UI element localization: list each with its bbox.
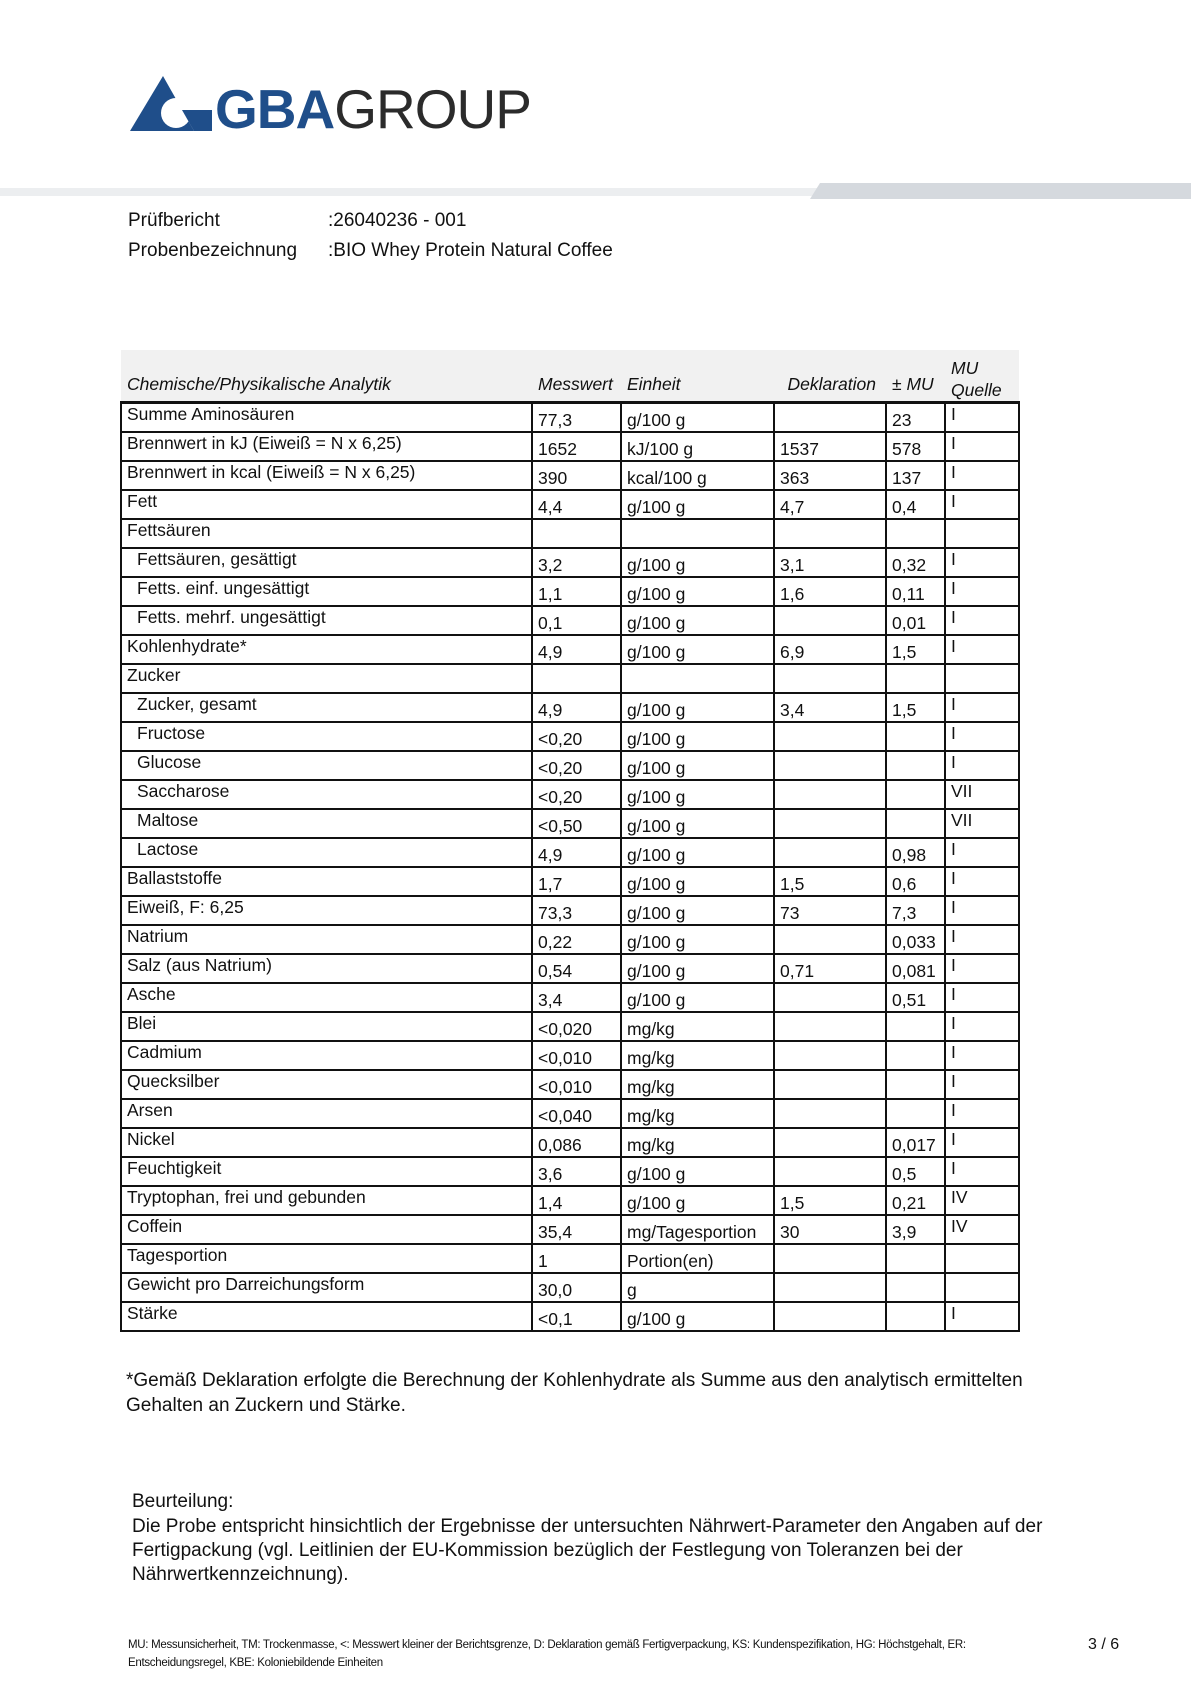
cell-parameter: Zucker — [121, 664, 532, 693]
logo-text-bold: GBA — [215, 78, 335, 140]
cell-measured-value: 0,22 — [532, 925, 621, 954]
cell-mu-source — [945, 664, 1019, 693]
cell-declaration — [774, 983, 886, 1012]
cell-mu-source — [945, 519, 1019, 548]
cell-parameter: Feuchtigkeit — [121, 1157, 532, 1186]
cell-mu — [886, 664, 945, 693]
header-mu-source-line1: MU — [951, 358, 979, 378]
company-logo-text — [215, 78, 531, 140]
cell-unit: g/100 g — [621, 896, 774, 925]
cell-parameter: Summe Aminosäuren — [121, 403, 532, 433]
table-row — [121, 1215, 1019, 1244]
cell-mu: 0,21 — [886, 1186, 945, 1215]
cell-mu-source: I — [945, 838, 1019, 867]
cell-mu: 7,3 — [886, 896, 945, 925]
table-row — [121, 722, 1019, 751]
cell-unit: g/100 g — [621, 954, 774, 983]
cell-parameter: Fetts. mehrf. ungesättigt — [121, 606, 532, 635]
cell-unit: g/100 g — [621, 490, 774, 519]
cell-declaration — [774, 1157, 886, 1186]
cell-measured-value: <0,20 — [532, 751, 621, 780]
cell-mu — [886, 1273, 945, 1302]
table-row — [121, 1099, 1019, 1128]
header-unit: Einheit — [621, 350, 774, 403]
cell-mu-source: I — [945, 693, 1019, 722]
cell-parameter: Brennwert in kJ (Eiweiß = N x 6,25) — [121, 432, 532, 461]
cell-parameter: Stärke — [121, 1302, 532, 1331]
cell-measured-value: <0,50 — [532, 809, 621, 838]
cell-declaration — [774, 1244, 886, 1273]
cell-mu-source: I — [945, 635, 1019, 664]
cell-declaration — [774, 1099, 886, 1128]
cell-parameter: Tryptophan, frei und gebunden — [121, 1186, 532, 1215]
table-row — [121, 548, 1019, 577]
cell-unit: mg/kg — [621, 1128, 774, 1157]
header-mu: ± MU — [886, 350, 945, 403]
cell-parameter: Tagesportion — [121, 1244, 532, 1273]
table-row — [121, 490, 1019, 519]
cell-mu-source: VII — [945, 809, 1019, 838]
table-row — [121, 1012, 1019, 1041]
cell-measured-value: 35,4 — [532, 1215, 621, 1244]
table-row — [121, 1186, 1019, 1215]
cell-unit: mg/Tagesportion — [621, 1215, 774, 1244]
cell-mu: 3,9 — [886, 1215, 945, 1244]
cell-mu — [886, 1302, 945, 1331]
cell-unit: g/100 g — [621, 577, 774, 606]
cell-mu-source: I — [945, 432, 1019, 461]
table-row — [121, 693, 1019, 722]
carbohydrate-footnote: *Gemäß Deklaration erfolgte die Berechnung der Kohlenhydrate als Summe aus den analytisch ermittelten Gehalten an Zuckern und Stärke. — [126, 1370, 1023, 1416]
table-row — [121, 635, 1019, 664]
cell-measured-value: 4,4 — [532, 490, 621, 519]
cell-mu-source: I — [945, 403, 1019, 433]
cell-mu-source — [945, 1273, 1019, 1302]
cell-declaration: 73 — [774, 896, 886, 925]
cell-measured-value: 3,4 — [532, 983, 621, 1012]
cell-mu: 0,6 — [886, 867, 945, 896]
cell-mu-source: I — [945, 461, 1019, 490]
logo-text-regular: GROUP — [334, 78, 531, 140]
cell-mu-source: I — [945, 606, 1019, 635]
cell-measured-value: 3,6 — [532, 1157, 621, 1186]
cell-mu — [886, 809, 945, 838]
header-mu-source — [945, 350, 1019, 403]
cell-unit: mg/kg — [621, 1041, 774, 1070]
cell-mu: 0,01 — [886, 606, 945, 635]
cell-unit — [621, 664, 774, 693]
page-number: 3 / 6 — [1088, 1636, 1120, 1653]
cell-unit: mg/kg — [621, 1099, 774, 1128]
cell-mu: 0,081 — [886, 954, 945, 983]
cell-unit: g/100 g — [621, 403, 774, 433]
cell-parameter: Gewicht pro Darreichungsform — [121, 1273, 532, 1302]
header-declaration: Deklaration — [774, 350, 886, 403]
cell-mu — [886, 751, 945, 780]
cell-measured-value: 4,9 — [532, 838, 621, 867]
cell-declaration — [774, 925, 886, 954]
cell-declaration: 1,5 — [774, 867, 886, 896]
cell-declaration — [774, 519, 886, 548]
cell-mu-source: I — [945, 548, 1019, 577]
cell-parameter: Nickel — [121, 1128, 532, 1157]
assessment-title: Beurteilung: — [132, 1491, 234, 1512]
analysis-results-table — [120, 350, 1020, 1332]
cell-measured-value: <0,010 — [532, 1041, 621, 1070]
cell-measured-value: 4,9 — [532, 635, 621, 664]
header-mu-source-line2: Quelle — [951, 380, 1002, 400]
cell-mu: 0,11 — [886, 577, 945, 606]
cell-mu-source — [945, 1244, 1019, 1273]
cell-measured-value: 1,1 — [532, 577, 621, 606]
cell-mu-source: I — [945, 1041, 1019, 1070]
cell-mu: 0,033 — [886, 925, 945, 954]
table-row — [121, 519, 1019, 548]
cell-unit: g/100 g — [621, 838, 774, 867]
cell-unit: g/100 g — [621, 925, 774, 954]
cell-measured-value: 73,3 — [532, 896, 621, 925]
cell-mu — [886, 1244, 945, 1273]
cell-mu: 0,4 — [886, 490, 945, 519]
cell-declaration: 363 — [774, 461, 886, 490]
abbreviation-legend: MU: Messunsicherheit, TM: Trockenmasse, <: Messwert kleiner der Berichtsgrenze, D: Deklaration gemäß Fertigverpackung, KS: Kundenspezifikation, HG: Höchstgehalt, ER: Entscheidungsregel, KBE: Koloniebildende Einheiten — [128, 1639, 966, 1669]
cell-parameter: Salz (aus Natrium) — [121, 954, 532, 983]
cell-unit: g/100 g — [621, 635, 774, 664]
cell-mu: 137 — [886, 461, 945, 490]
table-row — [121, 403, 1019, 433]
cell-parameter: Fettsäuren, gesättigt — [121, 548, 532, 577]
cell-declaration — [774, 722, 886, 751]
cell-mu-source: I — [945, 722, 1019, 751]
cell-mu: 0,017 — [886, 1128, 945, 1157]
table-row — [121, 925, 1019, 954]
cell-unit: g/100 g — [621, 780, 774, 809]
cell-measured-value: 1652 — [532, 432, 621, 461]
table-row — [121, 461, 1019, 490]
cell-mu — [886, 1041, 945, 1070]
cell-unit: g/100 g — [621, 548, 774, 577]
cell-measured-value: 30,0 — [532, 1273, 621, 1302]
cell-parameter: Maltose — [121, 809, 532, 838]
cell-parameter: Blei — [121, 1012, 532, 1041]
cell-mu-source: I — [945, 983, 1019, 1012]
cell-declaration — [774, 1302, 886, 1331]
cell-declaration — [774, 1041, 886, 1070]
cell-unit: g/100 g — [621, 693, 774, 722]
table-row — [121, 432, 1019, 461]
cell-declaration — [774, 809, 886, 838]
table-row — [121, 983, 1019, 1012]
cell-declaration — [774, 1128, 886, 1157]
cell-mu-source: I — [945, 1157, 1019, 1186]
table-row — [121, 1157, 1019, 1186]
table-row — [121, 838, 1019, 867]
cell-parameter: Fett — [121, 490, 532, 519]
cell-measured-value: <0,040 — [532, 1099, 621, 1128]
table-row — [121, 1302, 1019, 1331]
table-row — [121, 1128, 1019, 1157]
cell-declaration: 6,9 — [774, 635, 886, 664]
cell-unit: g/100 g — [621, 1157, 774, 1186]
cell-unit: mg/kg — [621, 1070, 774, 1099]
cell-measured-value — [532, 519, 621, 548]
cell-mu-source: I — [945, 1070, 1019, 1099]
cell-parameter: Cadmium — [121, 1041, 532, 1070]
table-row — [121, 896, 1019, 925]
cell-measured-value: 0,086 — [532, 1128, 621, 1157]
cell-declaration: 1,5 — [774, 1186, 886, 1215]
header-parameter: Chemische/Physikalische Analytik — [121, 350, 532, 403]
cell-parameter: Asche — [121, 983, 532, 1012]
cell-mu — [886, 1070, 945, 1099]
cell-mu-source: VII — [945, 780, 1019, 809]
cell-measured-value: 4,9 — [532, 693, 621, 722]
cell-unit: g/100 g — [621, 751, 774, 780]
table-row — [121, 867, 1019, 896]
header-divider — [0, 183, 1191, 199]
table-row — [121, 1041, 1019, 1070]
cell-measured-value: 0,1 — [532, 606, 621, 635]
cell-declaration — [774, 1012, 886, 1041]
cell-measured-value: <0,010 — [532, 1070, 621, 1099]
cell-unit: kJ/100 g — [621, 432, 774, 461]
table-row — [121, 1244, 1019, 1273]
cell-mu-source: I — [945, 751, 1019, 780]
cell-parameter: Glucose — [121, 751, 532, 780]
cell-declaration — [774, 838, 886, 867]
cell-unit: g/100 g — [621, 983, 774, 1012]
cell-mu: 1,5 — [886, 635, 945, 664]
report-number-label: Prüfbericht — [128, 210, 220, 231]
cell-measured-value: <0,1 — [532, 1302, 621, 1331]
cell-parameter: Brennwert in kcal (Eiweiß = N x 6,25) — [121, 461, 532, 490]
cell-mu-source: I — [945, 1099, 1019, 1128]
table-row — [121, 809, 1019, 838]
cell-declaration — [774, 1070, 886, 1099]
cell-measured-value: <0,020 — [532, 1012, 621, 1041]
cell-mu-source: I — [945, 954, 1019, 983]
cell-measured-value: 1,4 — [532, 1186, 621, 1215]
cell-mu-source: I — [945, 490, 1019, 519]
cell-declaration: 3,1 — [774, 548, 886, 577]
header-measured-value: Messwert — [532, 350, 621, 403]
cell-unit: g/100 g — [621, 1302, 774, 1331]
cell-parameter: Kohlenhydrate* — [121, 635, 532, 664]
cell-unit: g/100 g — [621, 867, 774, 896]
table-row — [121, 1070, 1019, 1099]
cell-measured-value: 1,7 — [532, 867, 621, 896]
cell-unit: Portion(en) — [621, 1244, 774, 1273]
cell-unit: g — [621, 1273, 774, 1302]
cell-mu — [886, 1012, 945, 1041]
cell-mu-source: IV — [945, 1186, 1019, 1215]
table-row — [121, 606, 1019, 635]
cell-measured-value: <0,20 — [532, 722, 621, 751]
cell-mu-source: I — [945, 896, 1019, 925]
cell-declaration — [774, 664, 886, 693]
cell-measured-value: 3,2 — [532, 548, 621, 577]
cell-parameter: Fructose — [121, 722, 532, 751]
cell-mu — [886, 519, 945, 548]
cell-mu — [886, 1099, 945, 1128]
cell-declaration — [774, 751, 886, 780]
cell-mu: 0,98 — [886, 838, 945, 867]
cell-parameter: Fettsäuren — [121, 519, 532, 548]
cell-measured-value: 77,3 — [532, 403, 621, 433]
cell-mu-source: I — [945, 1302, 1019, 1331]
cell-measured-value: <0,20 — [532, 780, 621, 809]
cell-declaration: 0,71 — [774, 954, 886, 983]
cell-unit: g/100 g — [621, 606, 774, 635]
cell-parameter: Ballaststoffe — [121, 867, 532, 896]
report-number-value: :26040236 - 001 — [328, 210, 467, 231]
cell-declaration: 4,7 — [774, 490, 886, 519]
cell-parameter: Coffein — [121, 1215, 532, 1244]
table-row — [121, 780, 1019, 809]
cell-mu: 0,51 — [886, 983, 945, 1012]
cell-mu-source: I — [945, 867, 1019, 896]
table-row — [121, 1273, 1019, 1302]
cell-mu: 23 — [886, 403, 945, 433]
cell-declaration: 1537 — [774, 432, 886, 461]
cell-declaration: 30 — [774, 1215, 886, 1244]
cell-parameter: Eiweiß, F: 6,25 — [121, 896, 532, 925]
cell-measured-value: 390 — [532, 461, 621, 490]
assessment-text: Die Probe entspricht hinsichtlich der Ergebnisse der untersuchten Nährwert-Parameter den Angaben auf der Fertigpackung (vgl. Leitlinien der EU-Kommission bezüglich der Festlegung von Toleranzen bei der Nährwertkennzeichnung). — [132, 1516, 1043, 1585]
cell-unit: g/100 g — [621, 1186, 774, 1215]
sample-name-value: :BIO Whey Protein Natural Coffee — [328, 240, 613, 261]
table-row — [121, 751, 1019, 780]
cell-parameter: Arsen — [121, 1099, 532, 1128]
cell-mu-source: I — [945, 925, 1019, 954]
cell-parameter: Zucker, gesamt — [121, 693, 532, 722]
cell-declaration: 1,6 — [774, 577, 886, 606]
cell-parameter: Lactose — [121, 838, 532, 867]
cell-declaration: 3,4 — [774, 693, 886, 722]
table-row — [121, 954, 1019, 983]
cell-declaration — [774, 780, 886, 809]
cell-mu: 0,32 — [886, 548, 945, 577]
cell-declaration — [774, 606, 886, 635]
table-header-row — [121, 350, 1019, 403]
cell-declaration — [774, 1273, 886, 1302]
cell-mu: 0,5 — [886, 1157, 945, 1186]
cell-mu-source: IV — [945, 1215, 1019, 1244]
cell-mu — [886, 722, 945, 751]
cell-mu — [886, 780, 945, 809]
cell-mu-source: I — [945, 1012, 1019, 1041]
cell-mu: 578 — [886, 432, 945, 461]
cell-measured-value — [532, 664, 621, 693]
cell-unit: g/100 g — [621, 809, 774, 838]
cell-mu-source: I — [945, 1128, 1019, 1157]
table-row — [121, 577, 1019, 606]
cell-parameter: Fetts. einf. ungesättigt — [121, 577, 532, 606]
cell-unit — [621, 519, 774, 548]
cell-measured-value: 1 — [532, 1244, 621, 1273]
table-row — [121, 664, 1019, 693]
cell-measured-value: 0,54 — [532, 954, 621, 983]
cell-mu-source: I — [945, 577, 1019, 606]
cell-declaration — [774, 403, 886, 433]
cell-parameter: Saccharose — [121, 780, 532, 809]
sample-name-label: Probenbezeichnung — [128, 240, 298, 261]
gba-logo-icon — [130, 76, 212, 132]
cell-unit: mg/kg — [621, 1012, 774, 1041]
cell-unit: g/100 g — [621, 722, 774, 751]
cell-parameter: Natrium — [121, 925, 532, 954]
cell-parameter: Quecksilber — [121, 1070, 532, 1099]
cell-unit: kcal/100 g — [621, 461, 774, 490]
cell-mu: 1,5 — [886, 693, 945, 722]
